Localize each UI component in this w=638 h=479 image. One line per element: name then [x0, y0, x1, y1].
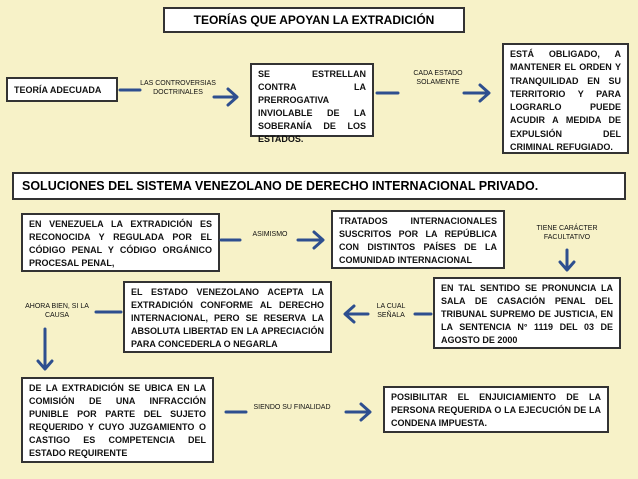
box-soberania: SE ESTRELLAN CONTRA LA PRERROGATIVA INVIOLABLE DE LA SOBERANÍA DE LOS ESTADOS.	[250, 63, 374, 137]
label-la-cual: LA CUAL SEÑALA	[376, 303, 406, 319]
box-estado-venezolano: EL ESTADO VENEZOLANO ACEPTA LA EXTRADICIÓN CONFORME AL DERECHO INTERNACIONAL, PERO SE RESERVA LA ABSOLUTA LIBERTAD EN LA APRECIACIÓN PARA CONCEDERLA O NEGARLA	[123, 281, 332, 353]
label-controversias: LAS CONTROVERSIAS DOCTRINALES	[140, 80, 216, 96]
label-facultativo: TIENE CARÁCTER FACULTATIVO	[536, 225, 598, 241]
label-asimismo: ASIMISMO	[252, 231, 288, 238]
box-tratados: TRATADOS INTERNACIONALES SUSCRITOS POR LA REPÚBLICA CON DISTINTOS PAÍSES DE LA COMUNIDAD INTERNACIONAL	[331, 210, 505, 269]
box-posibilitar: POSIBILITAR EL ENJUICIAMIENTO DE LA PERSONA REQUERIDA O LA EJECUCIÓN DE LA CONDENA IMPUESTA.	[383, 386, 609, 433]
section-title: SOLUCIONES DEL SISTEMA VENEZOLANO DE DERECHO INTERNACIONAL PRIVADO.	[12, 172, 626, 200]
box-comision: DE LA EXTRADICIÓN SE UBICA EN LA COMISIÓN DE UNA INFRACCIÓN PUNIBLE POR PARTE DEL SUJETO REQUERIDO Y CUYO JUZGAMIENTO O CASTIGO ES COMPETENCIA DEL ESTADO REQUIRENTE	[21, 377, 214, 463]
label-ahora-bien: AHORA BIEN, SI LA CAUSA	[25, 303, 89, 319]
label-finalidad: SIENDO SU FINALIDAD	[253, 404, 331, 411]
arrow-markers	[38, 85, 574, 420]
box-sala-casacion: EN TAL SENTIDO SE PRONUNCIA LA SALA DE CASACIÓN PENAL DEL TRIBUNAL SUPREMO DE JUSTICIA, EN LA SENTENCIA N° 1119 DEL 03 DE AGOSTO DE 2000	[433, 277, 621, 349]
box-venezuela: EN VENEZUELA LA EXTRADICIÓN ES RECONOCIDA Y REGULADA POR EL CÓDIGO PENAL Y CÓDIGO ORGÁNICO PROCESAL PENAL,	[21, 213, 220, 272]
box-teoria-adecuada: TEORÍA ADECUADA	[6, 77, 118, 102]
box-obligado: ESTÁ OBLIGADO, A MANTENER EL ORDEN Y TRANQUILIDAD EN SU TERRITORIO Y PARA LOGRARLO PUEDE ACUDIR A MEDIDA DE EXPULSIÓN DEL CRIMINAL REFUGIADO.	[502, 43, 629, 154]
main-title: TEORÍAS QUE APOYAN LA EXTRADICIÓN	[163, 7, 465, 33]
label-cada-estado: CADA ESTADO SOLAMENTE	[413, 70, 463, 86]
